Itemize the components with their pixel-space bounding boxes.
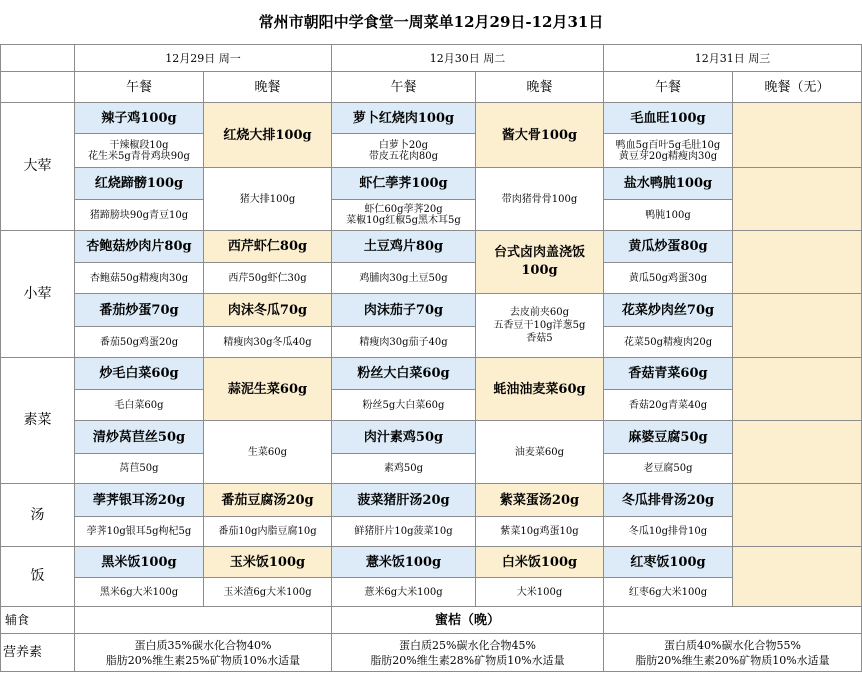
dish-soup-wed-l: 冬瓜排骨汤20g [604, 484, 733, 517]
ing-soup-mon-d: 番茄10g内脂豆腐10g [204, 517, 332, 547]
dish-veg-tue-d: 蚝油油麦菜60g [476, 358, 604, 421]
rice-row [1, 547, 862, 578]
ing-minor-wed-l2: 花菜50g精瘦肉20g [604, 327, 733, 358]
category-minor-label: 小荤 [1, 231, 75, 358]
veg-row-2 [1, 421, 862, 454]
date-monday: 12月29日 周一 [75, 45, 332, 72]
empty-dinner-wed-soup [733, 484, 862, 547]
ing-minor-mon-l1: 杏鲍菇50g精瘦肉30g [75, 263, 204, 294]
main-row-1-ing [1, 134, 862, 168]
ing-rice-tue-l: 薏米6g大米100g [332, 578, 476, 607]
category-rice-label: 饭 [1, 547, 75, 607]
dish-main-mon-d: 红烧大排100g [204, 103, 332, 168]
ing-rice-mon-d: 玉米渣6g大米100g [204, 578, 332, 607]
ing-main-mon-l1: 干辣椒段10g 花生米5g青骨鸡块90g [75, 134, 204, 168]
minor-row-1 [1, 231, 862, 263]
dish-main-mon-l2: 红烧蹄髈100g [75, 168, 204, 200]
ing-veg-tue-l2: 素鸡50g [332, 454, 476, 484]
empty-dinner-wed-minor2 [733, 294, 862, 358]
dish-veg-mon-l2: 清炒莴苣丝50g [75, 421, 204, 454]
dish-main-wed-l1: 毛血旺100g [604, 103, 733, 134]
ing-main-wed-l1: 鸭血5g百叶5g毛肚10g 黄豆芽20g精瘦肉30g [604, 134, 733, 168]
category-main-label: 大荤 [1, 103, 75, 231]
dish-minor-mon-l2: 番茄炒蛋70g [75, 294, 204, 327]
empty-dinner-wed-veg2 [733, 421, 862, 484]
minor-row-2-ing [1, 327, 862, 358]
veg-row-2-ing [1, 454, 862, 484]
meal-dinner-mon: 晚餐 [204, 72, 332, 103]
ing-main-mon-d: 猪大排100g [204, 168, 332, 231]
ing-rice-mon-l: 黑米6g大米100g [75, 578, 204, 607]
meal-lunch-mon: 午餐 [75, 72, 204, 103]
ing-main-tue-d: 带肉猪骨骨100g [476, 168, 604, 231]
main-row-2 [1, 168, 862, 200]
ing-minor-tue-l2: 精瘦肉30g茄子40g [332, 327, 476, 358]
ing-veg-tue-l1: 粉丝5g大白菜60g [332, 390, 476, 421]
menu-table [0, 44, 862, 672]
date-wednesday: 12月31日 周三 [604, 45, 862, 72]
minor-row-1-ing [1, 263, 862, 294]
ing-soup-wed-l: 冬瓜10g排骨10g [604, 517, 733, 547]
soup-row-ing [1, 517, 862, 547]
ing-soup-tue-l: 鲜猪肝片10g菠菜10g [332, 517, 476, 547]
dish-minor-wed-l1: 黄瓜炒蛋80g [604, 231, 733, 263]
dish-soup-tue-l: 菠菜猪肝汤20g [332, 484, 476, 517]
ing-main-mon-l2: 猪蹄膀块90g青豆10g [75, 200, 204, 231]
ing-veg-wed-l1: 香菇20g青菜40g [604, 390, 733, 421]
ing-veg-wed-l2: 老豆腐50g [604, 454, 733, 484]
ing-veg-tue-d: 油麦菜60g [476, 421, 604, 484]
dish-rice-wed-l: 红枣饭100g [604, 547, 733, 578]
veg-row-1-ing [1, 390, 862, 421]
ing-minor-tue-d: 去皮前夹60g 五香豆干10g洋葱5g 香菇5 [476, 294, 604, 358]
dish-rice-tue-l: 薏米饭100g [332, 547, 476, 578]
ing-soup-tue-d: 紫菜10g鸡蛋10g [476, 517, 604, 547]
empty-dinner-wed-rice [733, 547, 862, 607]
ing-main-tue-l1: 白萝卜20g 带皮五花肉80g [332, 134, 476, 168]
corner-cell [1, 45, 75, 72]
meal-label-spacer [1, 72, 75, 103]
meal-lunch-tue: 午餐 [332, 72, 476, 103]
category-nutrition-label: 营养素 [1, 634, 75, 672]
ing-main-wed-l2: 鸭肫100g [604, 200, 733, 231]
ing-veg-mon-l1: 毛白菜60g [75, 390, 204, 421]
category-soup-label: 汤 [1, 484, 75, 547]
nutrition-mon: 蛋白质35%碳水化合物40% 脂肪20%维生素25%矿物质10%水适量 [75, 634, 332, 672]
ing-minor-tue-l1: 鸡脯肉30g土豆50g [332, 263, 476, 294]
date-tuesday: 12月30日 周二 [332, 45, 604, 72]
dish-veg-tue-l2: 肉汁素鸡50g [332, 421, 476, 454]
veg-row-1 [1, 358, 862, 390]
dish-soup-mon-l: 荸荠银耳汤20g [75, 484, 204, 517]
empty-dinner-wed-minor1 [733, 231, 862, 294]
dish-veg-mon-d: 蒜泥生菜60g [204, 358, 332, 421]
dish-main-wed-l2: 盐水鸭肫100g [604, 168, 733, 200]
nutrition-wed: 蛋白质40%碳水化合物55% 脂肪20%维生素20%矿物质10%水适量 [604, 634, 862, 672]
ing-veg-mon-d: 生菜60g [204, 421, 332, 484]
category-veg-label: 素菜 [1, 358, 75, 484]
meal-dinner-tue: 晚餐 [476, 72, 604, 103]
side-mon-empty [75, 607, 332, 634]
dish-minor-tue-d: 台式卤肉盖浇饭 100g [476, 231, 604, 294]
dish-soup-mon-d: 番茄豆腐汤20g [204, 484, 332, 517]
dish-veg-wed-l2: 麻婆豆腐50g [604, 421, 733, 454]
ing-minor-wed-l1: 黄瓜50g鸡蛋30g [604, 263, 733, 294]
minor-row-2 [1, 294, 862, 327]
dish-veg-wed-l1: 香菇青菜60g [604, 358, 733, 390]
soup-row [1, 484, 862, 517]
ing-soup-mon-l: 荸荠10g银耳5g枸杞5g [75, 517, 204, 547]
dish-minor-tue-l2: 肉沫茄子70g [332, 294, 476, 327]
dish-minor-mon-l1: 杏鲍菇炒肉片80g [75, 231, 204, 263]
ing-rice-wed-l: 红枣6g大米100g [604, 578, 733, 607]
ing-rice-tue-d: 大米100g [476, 578, 604, 607]
dish-minor-wed-l2: 花菜炒肉丝70g [604, 294, 733, 327]
ing-minor-mon-d2: 精瘦肉30g冬瓜40g [204, 327, 332, 358]
empty-dinner-wed-main1 [733, 103, 862, 168]
nutrition-tue: 蛋白质25%碳水化合物45% 脂肪20%维生素28%矿物质10%水适量 [332, 634, 604, 672]
ing-main-tue-l2: 虾仁60g荸荠20g 菜椒10g红椒5g黑木耳5g [332, 200, 476, 231]
dish-minor-mon-d2: 肉沫冬瓜70g [204, 294, 332, 327]
dish-minor-tue-l1: 土豆鸡片80g [332, 231, 476, 263]
date-row [1, 45, 862, 72]
main-row-1 [1, 103, 862, 134]
main-row-2-ing [1, 200, 862, 231]
ing-minor-mon-d1: 西芹50g虾仁30g [204, 263, 332, 294]
nutrition-row [1, 634, 862, 672]
dish-rice-mon-d: 玉米饭100g [204, 547, 332, 578]
dish-rice-mon-l: 黑米饭100g [75, 547, 204, 578]
side-item-tue: 蜜桔（晚） [332, 607, 604, 634]
empty-dinner-wed-veg1 [733, 358, 862, 421]
side-wed-empty [604, 607, 862, 634]
side-row [1, 607, 862, 634]
meal-dinner-wed: 晚餐（无） [733, 72, 862, 103]
dish-main-tue-l2: 虾仁荸荠100g [332, 168, 476, 200]
dish-minor-mon-d1: 西芹虾仁80g [204, 231, 332, 263]
dish-main-mon-l1: 辣子鸡100g [75, 103, 204, 134]
meal-row [1, 72, 862, 103]
ing-minor-mon-l2: 番茄50g鸡蛋20g [75, 327, 204, 358]
ing-veg-mon-l2: 莴苣50g [75, 454, 204, 484]
dish-main-tue-l1: 萝卜红烧肉100g [332, 103, 476, 134]
dish-rice-tue-d: 白米饭100g [476, 547, 604, 578]
empty-dinner-wed-main2 [733, 168, 862, 231]
dish-veg-tue-l1: 粉丝大白菜60g [332, 358, 476, 390]
dish-main-tue-d: 酱大骨100g [476, 103, 604, 168]
meal-lunch-wed: 午餐 [604, 72, 733, 103]
rice-row-ing [1, 578, 862, 607]
category-side-label: 辅食 [1, 607, 75, 634]
dish-soup-tue-d: 紫菜蛋汤20g [476, 484, 604, 517]
dish-veg-mon-l1: 炒毛白菜60g [75, 358, 204, 390]
page-title: 常州市朝阳中学食堂一周菜单12月29日-12月31日 [258, 13, 604, 31]
